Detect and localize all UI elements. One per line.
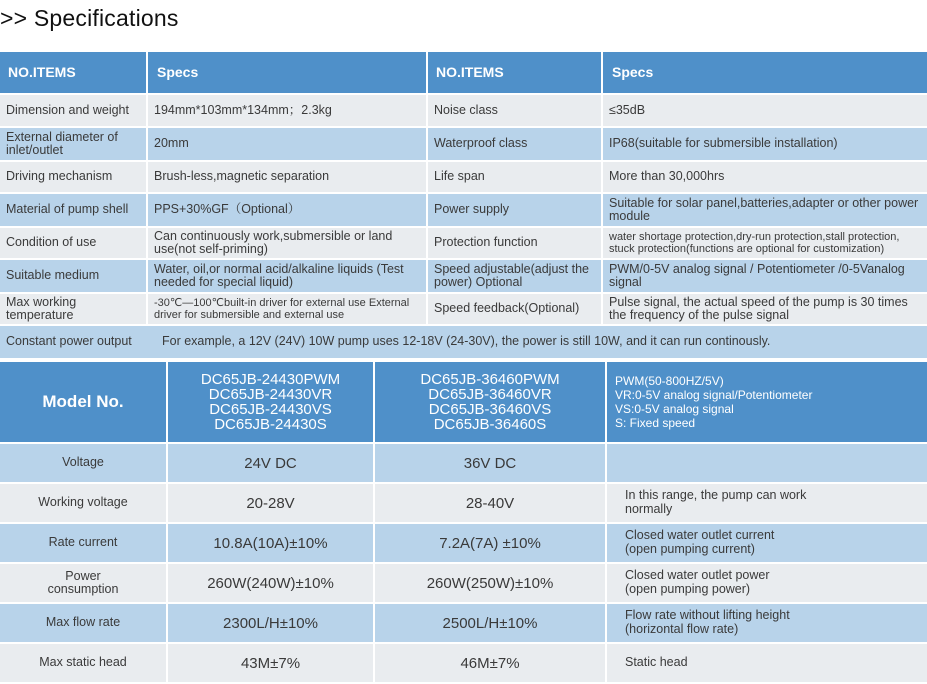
spec-item: Waterproof class <box>428 128 603 160</box>
model-name: DC65JB-24430PWM <box>200 371 341 388</box>
model-name: DC65JB-36460S <box>433 416 547 433</box>
model-name: DC65JB-24430VS <box>209 401 332 418</box>
spec-row <box>0 292 927 324</box>
spec-row <box>0 93 927 126</box>
value-36v: 260W(250W)±10% <box>375 564 607 602</box>
spec-header-row <box>0 52 927 93</box>
spec-value: water shortage protection,dry-run protection,stall protection, stuck protection(functions are optional for customization) <box>609 230 900 255</box>
row-label: Working voltage <box>0 484 168 522</box>
value-36v: 28-40V <box>375 484 607 522</box>
row-note <box>607 564 927 602</box>
spec-row <box>0 192 927 226</box>
spec-value: Can continuously work,submersible or land use(not self-priming) <box>148 228 428 258</box>
specifications-table <box>0 52 927 358</box>
model-row-rate-current <box>0 522 927 562</box>
model-row-voltage <box>0 442 927 482</box>
row-note <box>607 604 927 642</box>
model-row-max-static-head <box>0 642 927 682</box>
spec-value: Suitable for solar panel,batteries,adapter or other power module <box>609 195 919 223</box>
model-row-power-consumption <box>0 562 927 602</box>
value-24v: 260W(240W)±10% <box>168 564 375 602</box>
spec-item: Max working temperature <box>0 294 148 324</box>
spec-item: Power supply <box>428 194 603 226</box>
value-36v: 36V DC <box>375 444 607 482</box>
note-line: Flow rate without lifting height <box>625 608 790 623</box>
spec-item: Noise class <box>428 95 603 126</box>
model-no-label: Model No. <box>0 362 168 442</box>
spec-item: Protection function <box>428 228 603 258</box>
spec-value: -30℃—100℃built-in driver for external use External driver for submersible and external use <box>148 294 428 324</box>
value-24v: 24V DC <box>168 444 375 482</box>
note-line: Static head <box>625 655 688 670</box>
header-no-items-2: NO.ITEMS <box>428 52 603 93</box>
constant-power-row <box>0 324 927 358</box>
note-line: (open pumping current) <box>625 542 755 556</box>
spec-value: 194mm*103mm*134mm；2.3kg <box>148 95 428 126</box>
spec-item: Condition of use <box>0 228 148 258</box>
spec-row <box>0 226 927 258</box>
note-line: (horizontal flow rate) <box>625 622 739 636</box>
value-36v: 2500L/H±10% <box>375 604 607 642</box>
value-36v: 7.2A(7A) ±10% <box>375 524 607 562</box>
row-note <box>607 484 927 522</box>
spec-row <box>0 126 927 160</box>
row-label: Rate current <box>0 524 168 562</box>
value-24v: 10.8A(10A)±10% <box>168 524 375 562</box>
model-name: DC65JB-36460VS <box>428 401 552 418</box>
spec-item: Speed feedback(Optional) <box>428 294 603 324</box>
constant-power-label: Constant power output <box>6 334 132 349</box>
value-36v: 46M±7% <box>375 644 607 682</box>
model-name: DC65JB-24430S <box>214 416 327 433</box>
model-list-36v <box>375 362 607 442</box>
spec-row <box>0 160 927 192</box>
row-label: Power consumption <box>0 564 168 602</box>
note-line: PWM(50-800HZ/5V) <box>615 373 724 388</box>
note-line: S: Fixed speed <box>615 416 696 431</box>
note-line: normally <box>625 502 673 516</box>
note-line: Closed water outlet current <box>625 528 775 543</box>
header-specs-1: Specs <box>148 52 428 93</box>
spec-value: PPS+30%GF（Optional） <box>148 194 428 226</box>
note-line: In this range, the pump can work <box>625 488 807 503</box>
spec-item: Driving mechanism <box>0 162 148 192</box>
page-title: >> Specifications <box>0 5 179 31</box>
spec-value: Pulse signal, the actual speed of the pump is 30 times the frequency of the pulse signal <box>609 294 908 322</box>
spec-value: More than 30,000hrs <box>609 169 725 184</box>
note-line: VS:0-5V analog signal <box>615 402 734 416</box>
spec-item: Life span <box>428 162 603 192</box>
spec-value: 20mm <box>148 128 428 160</box>
note-line: VR:0-5V analog signal/Potentiometer <box>615 387 813 402</box>
spec-item: Speed adjustable(adjust the power) Optional <box>428 260 603 292</box>
model-suffix-notes <box>607 362 927 442</box>
value-24v: 43M±7% <box>168 644 375 682</box>
row-label: Max static head <box>0 644 168 682</box>
model-name: DC65JB-24430VR <box>208 386 333 403</box>
note-line: (open pumping power) <box>625 582 751 596</box>
spec-row <box>0 258 927 292</box>
model-header-row <box>0 362 927 442</box>
spec-value: PWM/0-5V analog signal / Potentiometer /0-5Vanalog signal <box>609 261 905 289</box>
model-row-working-voltage <box>0 482 927 522</box>
spec-item: Dimension and weight <box>0 95 148 126</box>
value-24v: 20-28V <box>168 484 375 522</box>
note-line: Closed water outlet power <box>625 568 770 583</box>
spec-item: Material of pump shell <box>0 194 148 226</box>
header-no-items-1: NO.ITEMS <box>0 52 148 93</box>
row-note <box>607 644 927 682</box>
constant-power-cell <box>0 326 927 358</box>
row-note <box>607 524 927 562</box>
spec-item: Suitable medium <box>0 260 148 292</box>
model-row-max-flow-rate <box>0 602 927 642</box>
spec-value: Brush-less,magnetic separation <box>148 162 428 192</box>
spec-value: Water, oil,or normal acid/alkaline liquids (Test needed for special liquid) <box>148 260 428 292</box>
model-name: DC65JB-36460VR <box>428 386 552 403</box>
row-note <box>607 444 927 482</box>
model-name: DC65JB-36460PWM <box>420 371 560 388</box>
spec-item: External diameter of inlet/outlet <box>0 128 148 160</box>
spec-value: ≤35dB <box>609 102 646 117</box>
model-table <box>0 362 927 682</box>
value-24v: 2300L/H±10% <box>168 604 375 642</box>
model-list-24v <box>168 362 375 442</box>
spec-value: IP68(suitable for submersible installation) <box>609 136 838 151</box>
header-specs-2: Specs <box>612 64 654 81</box>
row-label: Max flow rate <box>0 604 168 642</box>
constant-power-text: For example, a 12V (24V) 10W pump uses 12-18V (24-30V), the power is still 10W, and it can run continously. <box>162 334 771 349</box>
row-label: Voltage <box>0 444 168 482</box>
